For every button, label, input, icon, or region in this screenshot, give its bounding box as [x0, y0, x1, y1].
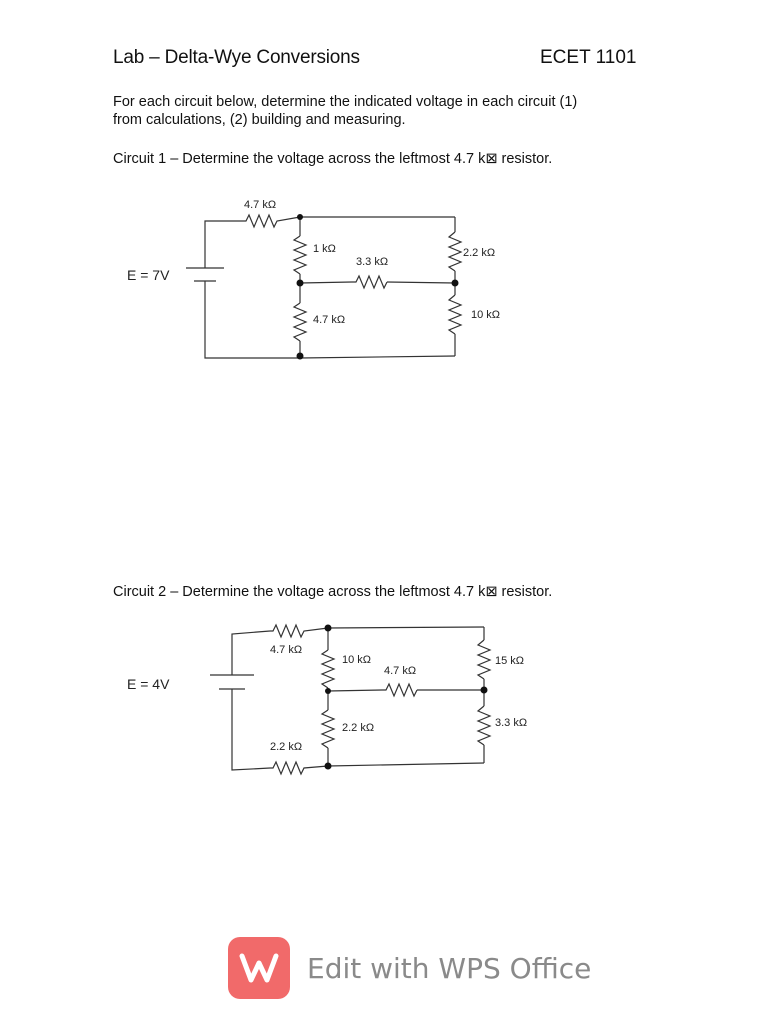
- c2-resistor-left-bottom: [322, 710, 334, 748]
- page-title: Lab – Delta-Wye Conversions: [113, 47, 360, 68]
- c2-node: [325, 688, 331, 694]
- instructions-line-2: from calculations, (2) building and measuring.: [113, 112, 406, 128]
- c2-node: [325, 625, 332, 632]
- circuit-2-prompt: Circuit 2 – Determine the voltage across the leftmost 4.7 k⊠ resistor.: [113, 584, 553, 600]
- c2-wire-bottom-left: [232, 689, 270, 770]
- c2-label-left-top: 10 kΩ: [342, 654, 372, 666]
- c1-label-series: 4.7 kΩ: [244, 199, 277, 211]
- c2-label-right-top: 15 kΩ: [495, 655, 525, 667]
- c2-label-right-bottom: 3.3 kΩ: [495, 717, 528, 729]
- c2-wire-top: [328, 627, 484, 628]
- c1-label-left-bottom: 4.7 kΩ: [313, 314, 346, 326]
- instructions-line-1: For each circuit below, determine the indicated voltage in each circuit (1): [113, 94, 578, 110]
- c1-source-label: E = 7V: [127, 267, 170, 283]
- c2-wire-bottom: [328, 763, 484, 766]
- c2-resistor-top-series: [270, 625, 328, 637]
- course-code: ECET 1101: [540, 47, 637, 68]
- c2-resistor-bottom-series: [270, 762, 328, 774]
- c2-label-bottom-series: 2.2 kΩ: [270, 741, 303, 753]
- circuit-1-prompt: Circuit 1 – Determine the voltage across the leftmost 4.7 k⊠ resistor.: [113, 151, 553, 167]
- c2-resistor-right-top: [478, 640, 490, 679]
- c2-node: [481, 687, 488, 694]
- c2-label-top-series: 4.7 kΩ: [270, 644, 303, 656]
- c1-label-left-top: 1 kΩ: [313, 243, 336, 255]
- wps-edit-link[interactable]: Edit with WPS Office: [307, 951, 592, 985]
- c1-label-right-bottom: 10 kΩ: [471, 309, 501, 321]
- c1-label-bridge: 3.3 kΩ: [356, 256, 389, 268]
- c2-label-left-bottom: 2.2 kΩ: [342, 722, 375, 734]
- c2-resistor-left-top: [322, 650, 334, 688]
- c2-wire-top-left: [232, 631, 270, 675]
- c2-node: [325, 763, 332, 770]
- c2-source-label: E = 4V: [127, 676, 170, 692]
- c1-label-right-top: 2.2 kΩ: [463, 247, 496, 259]
- c2-resistor-right-bottom: [478, 706, 490, 745]
- c2-resistor-bridge: [382, 684, 417, 696]
- c2-battery-icon: [210, 675, 254, 689]
- wps-logo-icon: [228, 937, 290, 999]
- c2-label-bridge: 4.7 kΩ: [384, 665, 417, 677]
- wps-watermark[interactable]: [228, 936, 591, 1000]
